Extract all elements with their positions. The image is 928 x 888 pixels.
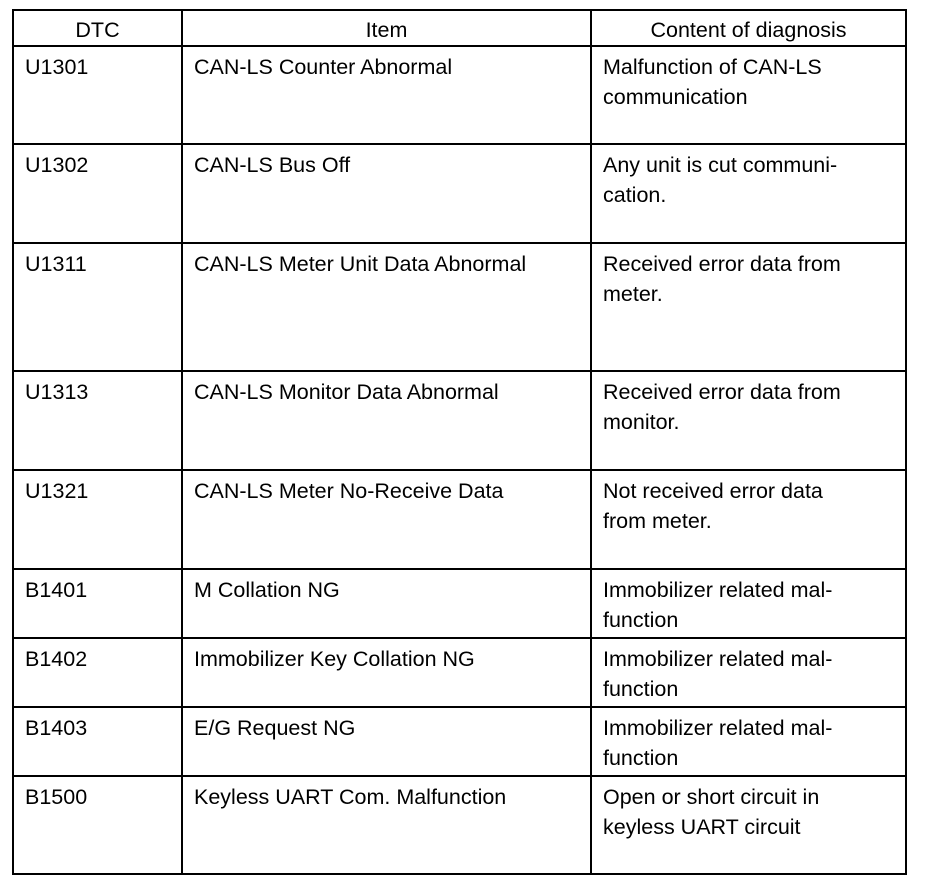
item-cell: CAN-LS Meter Unit Data Abnormal (182, 243, 591, 371)
header-item: Item (182, 10, 591, 46)
content-cell (591, 470, 906, 569)
content-line: Open or short circuit in keyless UART circuit (603, 785, 820, 839)
table-row (13, 707, 906, 776)
item-cell: CAN-LS Meter No-Receive Data (182, 470, 591, 569)
item-cell: CAN-LS Bus Off (182, 144, 591, 243)
content-cell (591, 46, 906, 144)
content-cell (591, 243, 906, 371)
dtc-code-cell: U1313 (13, 371, 182, 470)
table-row (13, 46, 906, 144)
content-cell (591, 569, 906, 638)
table-row (13, 776, 906, 874)
content-cell (591, 707, 906, 776)
table-row (13, 638, 906, 707)
content-line: Received error data from monitor. (603, 380, 841, 434)
dtc-code-cell: U1311 (13, 243, 182, 371)
table-row (13, 243, 906, 371)
dtc-code-cell: U1302 (13, 144, 182, 243)
content-line: Not received error data from meter. (603, 479, 823, 533)
table-row (13, 144, 906, 243)
dtc-code-cell: B1500 (13, 776, 182, 874)
content-line: Immobilizer related mal-function (603, 647, 833, 701)
content-line: Any unit is cut communi-cation. (603, 153, 838, 207)
content-cell (591, 776, 906, 874)
dtc-code-cell: B1403 (13, 707, 182, 776)
dtc-code-cell: U1301 (13, 46, 182, 144)
content-line: Received error data from meter. (603, 252, 841, 306)
content-cell (591, 638, 906, 707)
content-line: Immobilizer related mal-function (603, 578, 833, 632)
table-row (13, 470, 906, 569)
content-line: Immobilizer related mal-function (603, 716, 833, 770)
dtc-code-cell: B1402 (13, 638, 182, 707)
item-cell: E/G Request NG (182, 707, 591, 776)
header-content: Content of diagnosis (591, 10, 906, 46)
dtc-code-cell: B1401 (13, 569, 182, 638)
item-cell: CAN-LS Counter Abnormal (182, 46, 591, 144)
dtc-code-cell: U1321 (13, 470, 182, 569)
header-dtc: DTC (13, 10, 182, 46)
item-cell: Immobilizer Key Collation NG (182, 638, 591, 707)
dtc-table (12, 9, 907, 875)
item-cell: CAN-LS Monitor Data Abnormal (182, 371, 591, 470)
table-header-row (13, 10, 906, 46)
content-cell (591, 371, 906, 470)
item-cell: Keyless UART Com. Malfunction (182, 776, 591, 874)
item-cell: M Collation NG (182, 569, 591, 638)
table-row (13, 569, 906, 638)
table-row (13, 371, 906, 470)
content-cell (591, 144, 906, 243)
content-line: Malfunction of CAN-LS communication (603, 55, 822, 109)
